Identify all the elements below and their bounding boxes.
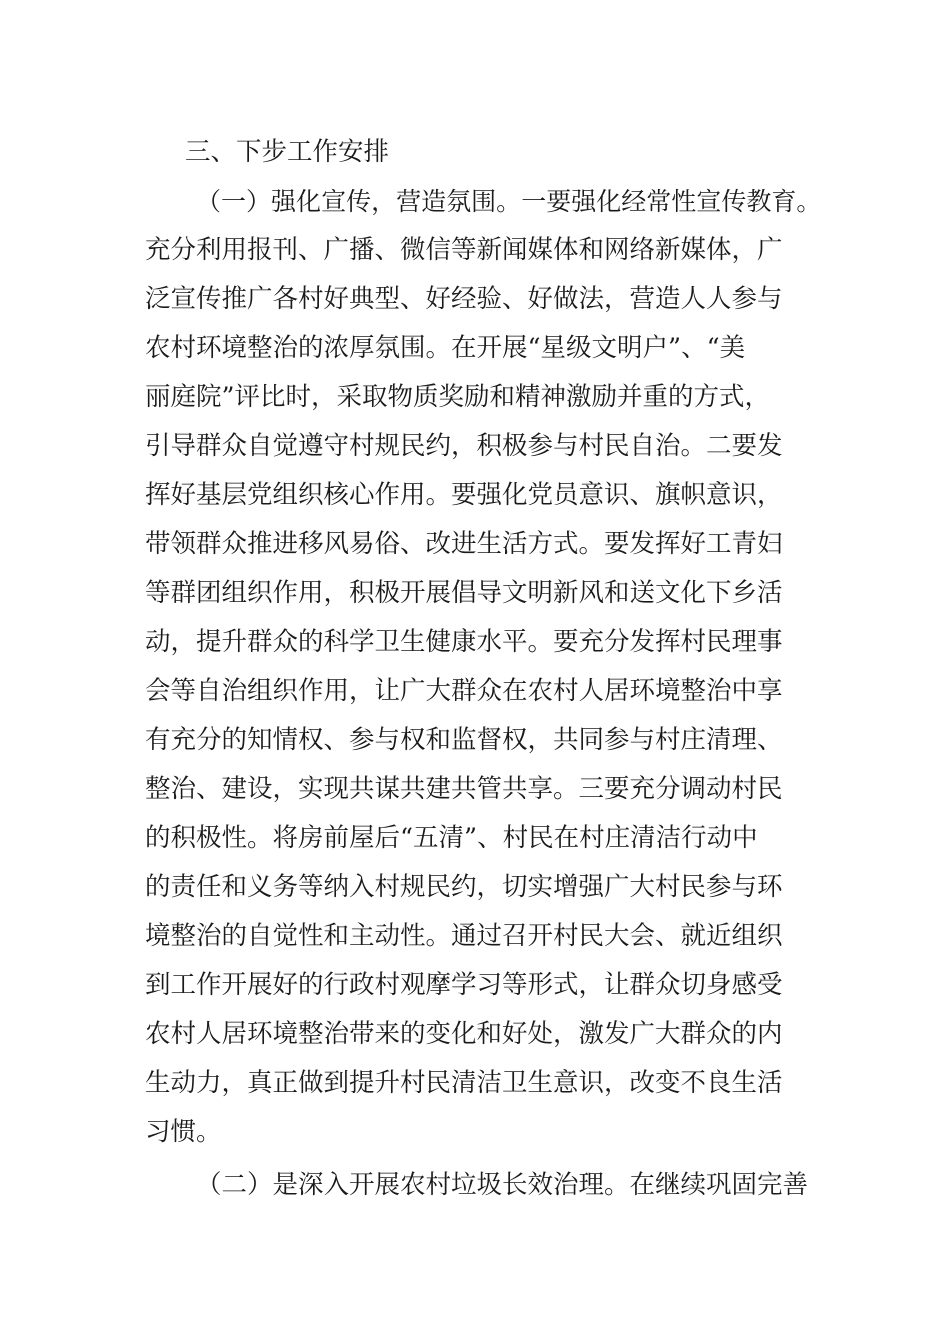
paragraph-line: 动，提升群众的科学卫生健康水平。要充分发挥村民理事 [145,627,783,657]
paragraph-publicity [145,177,825,1157]
paragraph-line: 到工作开展好的行政村观摩学习等形式，让群众切身感受 [145,970,783,1000]
paragraph-line: 整治、建设，实现共谋共建共管共享。三要充分调动村民 [145,774,783,804]
paragraph-line: 生动力，真正做到提升村民清洁卫生意识，改变不良生活 [145,1068,783,1098]
paragraph-line: 农村环境整治的浓厚氛围。在开展“星级文明户”、“美 [145,333,746,363]
paragraph-line: 泛宣传推广各村好典型、好经验、好做法，营造人人参与 [145,284,783,314]
paragraph-line: 的责任和义务等纳入村规民约，切实增强广大村民参与环 [145,872,783,902]
paragraph-line: 境整治的自觉性和主动性。通过召开村民大会、就近组织 [145,921,783,951]
paragraph-line: （一）强化宣传，营造氛围。一要强化经常性宣传教育。 [196,187,822,216]
paragraph-line: 等群团组织作用，积极开展倡导文明新风和送文化下乡活 [145,578,783,608]
paragraph-line: （二）是深入开展农村垃圾长效治理。在继续巩固完善 [196,1170,809,1200]
paragraph-line: 引导群众自觉遵守村规民约，积极参与村民自治。二要发 [145,431,783,461]
paragraph-line: 的积极性。将房前屋后“五清”、村民在村庄清洁行动中 [145,823,758,853]
paragraph-line: 丽庭院”评比时，采取物质奖励和精神激励并重的方式， [145,382,771,412]
paragraph-line: 挥好基层党组织核心作用。要强化党员意识、旗帜意识， [145,480,783,510]
paragraph-line: 会等自治组织作用，让广大群众在农村人居环境整治中享 [145,676,783,706]
paragraph-line: 带领群众推进移风易俗、改进生活方式。要发挥好工青妇 [145,529,783,559]
section-heading: 三、下步工作安排 [185,137,390,167]
paragraph-line: 习惯。 [145,1117,222,1147]
paragraph-line: 有充分的知情权、参与权和监督权，共同参与村庄清理、 [145,725,783,755]
paragraph-line: 农村人居环境整治带来的变化和好处，激发广大群众的内 [145,1019,783,1049]
paragraph-garbage-governance [145,1161,825,1210]
paragraph-line: 充分利用报刊、广播、微信等新闻媒体和网络新媒体，广 [145,235,783,265]
document-body [145,128,825,1210]
